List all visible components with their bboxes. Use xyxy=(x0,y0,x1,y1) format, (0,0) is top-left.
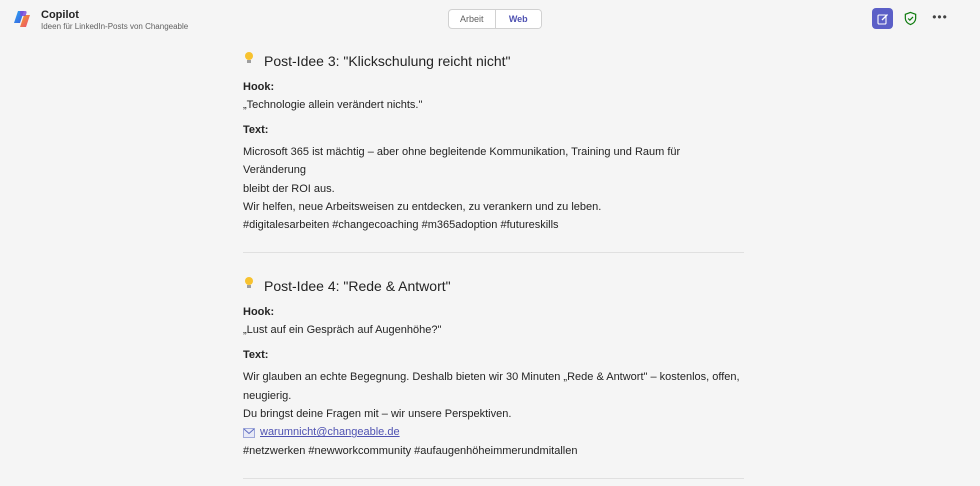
shield-check-icon[interactable] xyxy=(903,11,918,26)
lightbulb-icon xyxy=(243,50,257,72)
toggle-option-work[interactable]: Arbeit xyxy=(459,14,484,24)
email-icon xyxy=(243,428,255,438)
post-hashtags: #digitalesarbeiten #changecoaching #m365adoption #futureskills xyxy=(243,219,559,232)
app-title: Copilot xyxy=(41,9,79,21)
divider xyxy=(243,478,744,479)
hook-text: „Technologie allein verändert nichts." xyxy=(243,99,423,111)
post-idea-3 xyxy=(243,50,744,234)
lightbulb-icon xyxy=(243,275,257,297)
post-body xyxy=(243,143,744,234)
post-hashtags: #netzwerken #newworkcommunity #aufaugenhöheimmerundmitallen xyxy=(243,444,578,457)
more-options-icon[interactable]: ••• xyxy=(932,10,948,24)
post-body-line: neugierig. xyxy=(243,389,292,402)
post-body-line: Du bringst deine Fragen mit – wir unsere Perspektiven. xyxy=(243,408,512,421)
chat-message xyxy=(243,50,744,479)
divider xyxy=(243,252,744,253)
work-web-toggle[interactable] xyxy=(448,9,542,29)
post-body-line: Microsoft 365 ist mächtig – aber ohne begleitende Kommunikation, Training und Raum für Veränderung xyxy=(243,146,681,177)
post-title xyxy=(243,275,744,297)
post-title xyxy=(243,50,744,72)
toggle-option-web[interactable]: Web xyxy=(495,10,542,28)
text-label: Text: xyxy=(243,124,269,136)
copilot-logo-icon xyxy=(12,9,32,29)
hook-text: „Lust auf ein Gespräch auf Augenhöhe?" xyxy=(243,324,442,337)
post-body-line: Wir helfen, neue Arbeitsweisen zu entdecken, zu verankern und zu leben. xyxy=(243,200,602,213)
email-link[interactable]: warumnicht@changeable.de xyxy=(260,426,400,439)
post-title-text: Post-Idee 4: "Rede & Antwort" xyxy=(264,278,451,295)
chat-subtitle: Ideen für LinkedIn-Posts von Changeable xyxy=(41,22,189,31)
app-header xyxy=(0,0,980,40)
post-body-line: bleibt der ROI aus. xyxy=(243,182,335,195)
hook-label: Hook: xyxy=(243,81,275,93)
new-chat-button[interactable] xyxy=(872,8,893,29)
edit-icon xyxy=(877,13,889,25)
post-body xyxy=(243,368,744,459)
post-title-text: Post-Idee 3: "Klickschulung reicht nicht" xyxy=(264,53,511,69)
post-idea-4 xyxy=(243,275,744,459)
text-label: Text: xyxy=(243,349,269,362)
post-body-line: Wir glauben an echte Begegnung. Deshalb bieten wir 30 Minuten „Rede & Antwort" – kostenlos, offen, xyxy=(243,371,740,384)
hook-label: Hook: xyxy=(243,306,275,319)
email-line xyxy=(243,423,744,441)
